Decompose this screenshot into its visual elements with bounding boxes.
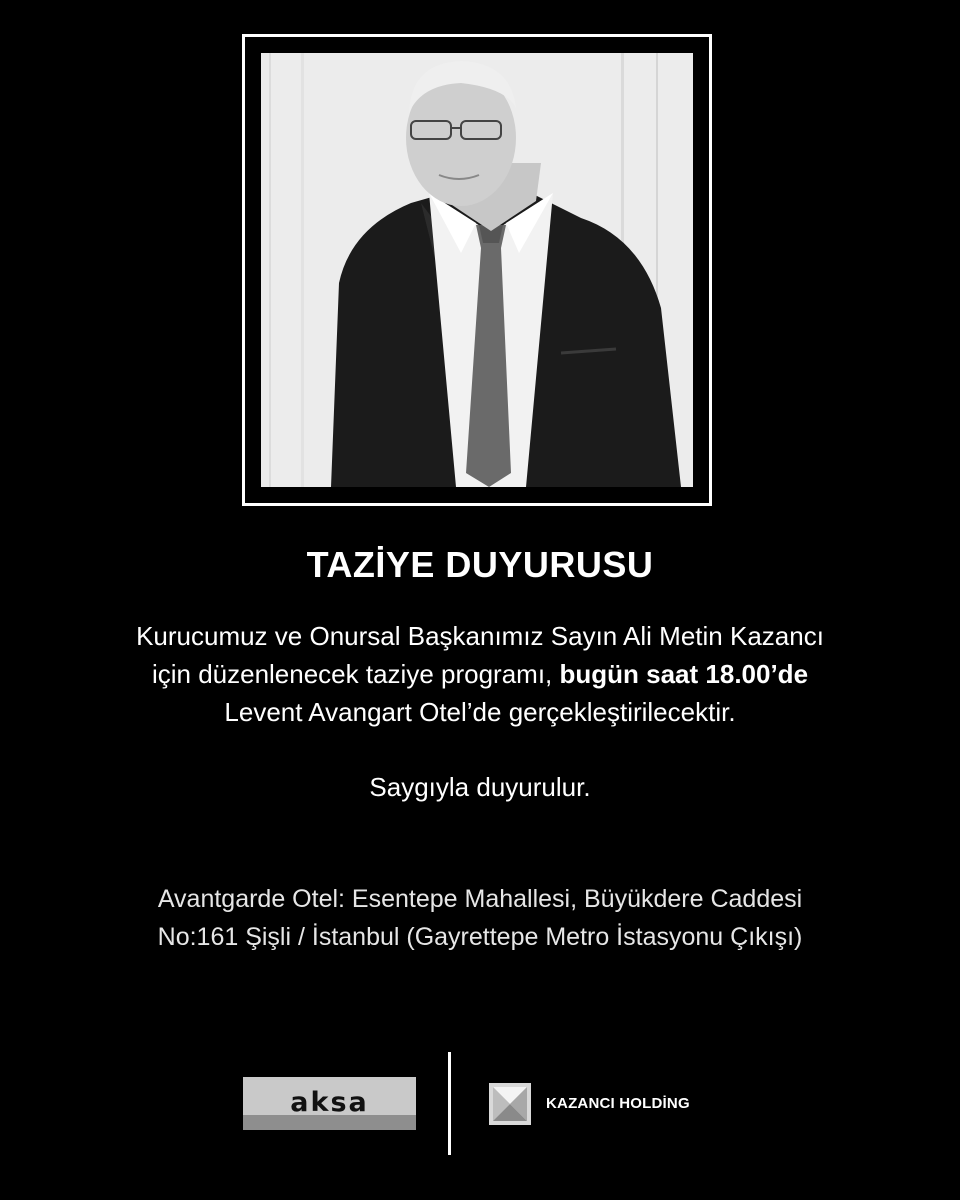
message-line-1: Kurucumuz ve Onursal Başkanımız Sayın Ali Metin Kazancı bbox=[136, 621, 824, 651]
portrait-illustration bbox=[261, 53, 693, 487]
logo-divider bbox=[448, 1052, 451, 1155]
message-line-3: Levent Avangart Otel’de gerçekleştirilecektir. bbox=[224, 697, 736, 727]
announcement-title: TAZİYE DUYURUSU bbox=[306, 544, 654, 585]
closing-text: Saygıyla duyurulur. bbox=[369, 772, 591, 802]
message-line-2-text: için düzenlenecek taziye programı, bbox=[151, 659, 560, 689]
aksa-logo bbox=[243, 1077, 416, 1130]
address-line-1: Avantgarde Otel: Esentepe Mahallesi, Büyükdere Caddesi bbox=[157, 885, 803, 913]
message-line-2 bbox=[40, 655, 920, 693]
address-line-2: No:161 Şişli / İstanbul (Gayrettepe Metro İstasyonu Çıkışı) bbox=[157, 923, 803, 951]
portrait-frame bbox=[242, 34, 712, 506]
kazanci-holding-logo-icon bbox=[489, 1083, 531, 1125]
aksa-logo-text: aksa bbox=[290, 1087, 369, 1118]
portrait-photo bbox=[261, 53, 693, 487]
announcement-message bbox=[40, 617, 920, 731]
kazanci-holding-logo-text: KAZANCI HOLDİNG bbox=[546, 1095, 690, 1112]
message-time-highlight: bugün saat 18.00’de bbox=[559, 659, 809, 689]
venue-address bbox=[40, 880, 920, 956]
